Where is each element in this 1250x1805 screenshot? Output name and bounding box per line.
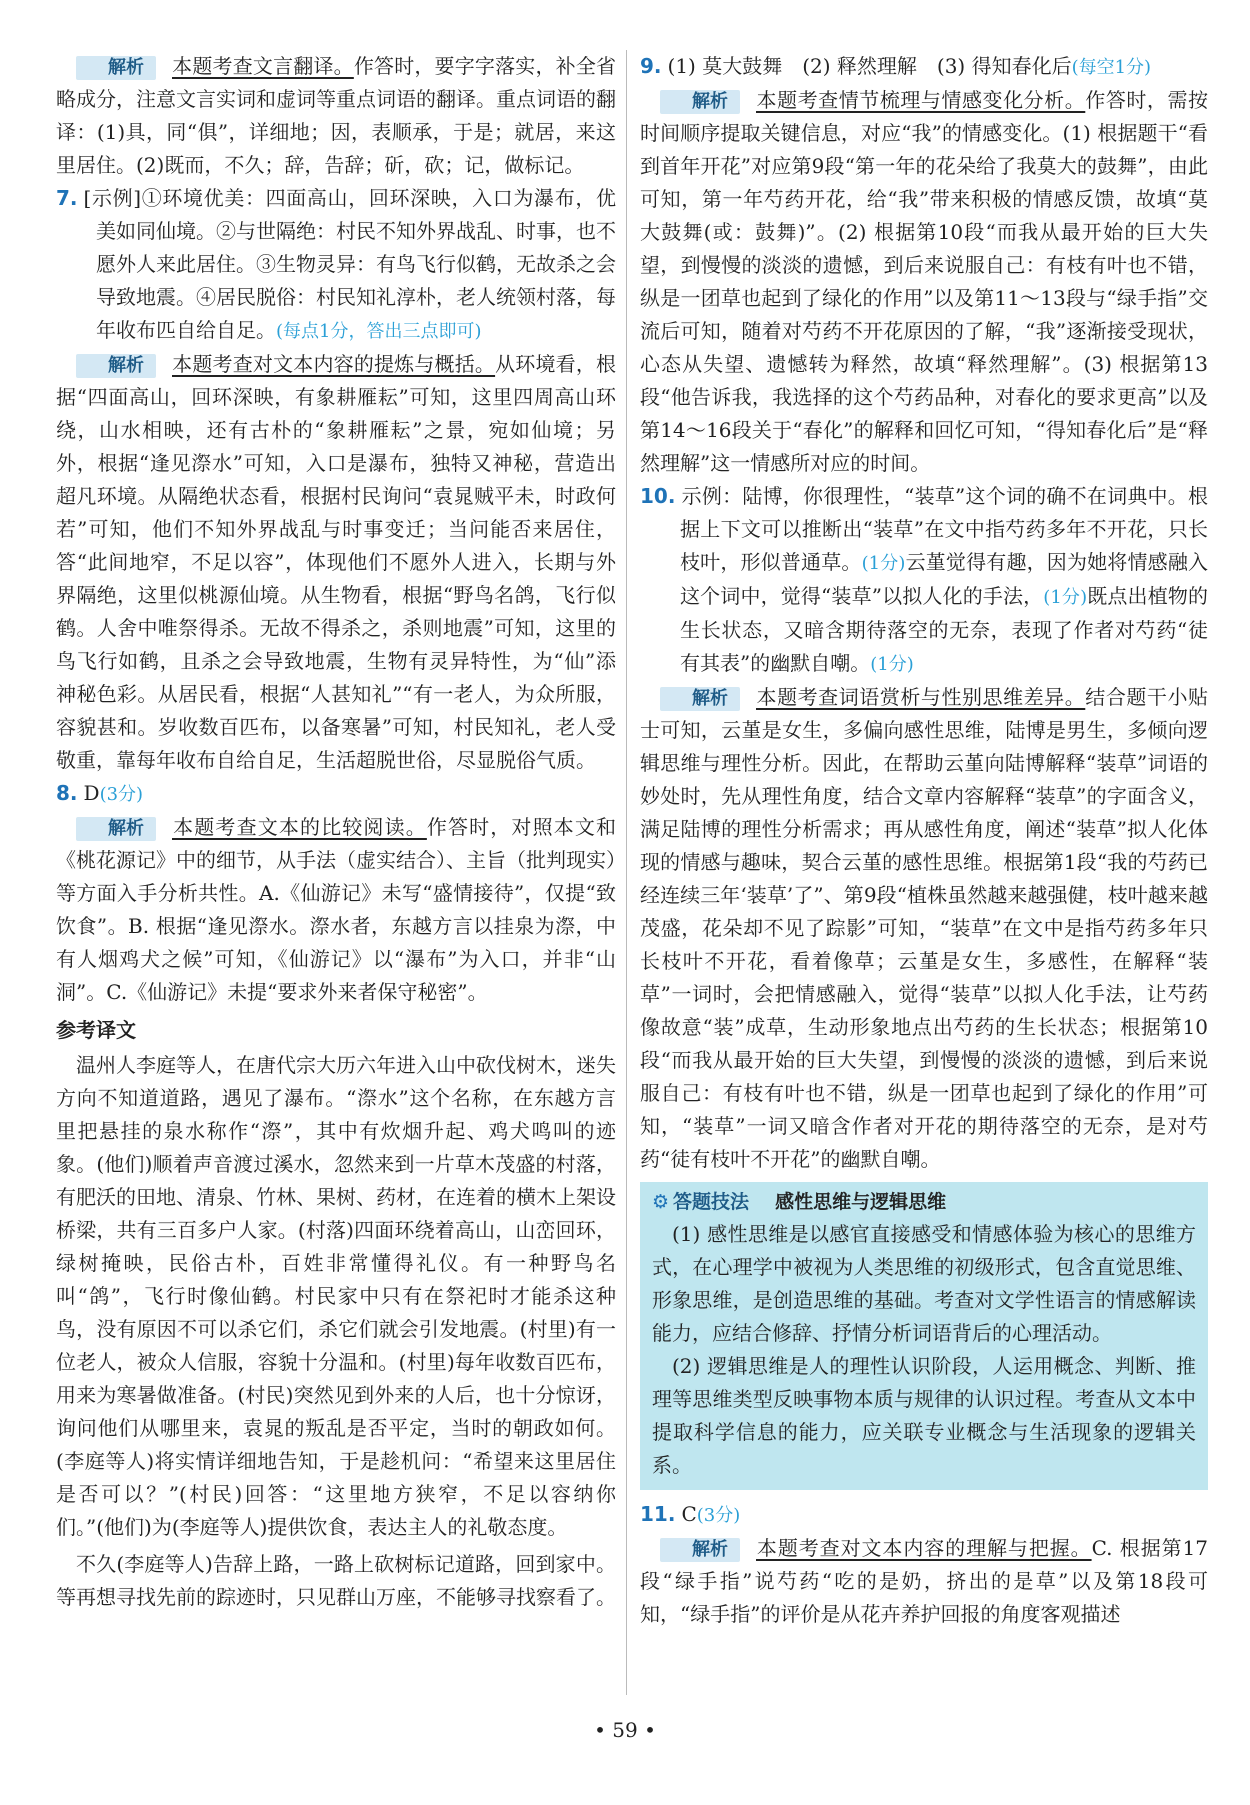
method-box bbox=[640, 1182, 1208, 1490]
question-8 bbox=[56, 777, 616, 811]
analysis-label: 解析 bbox=[660, 1538, 740, 1562]
question-number: 7. bbox=[56, 186, 78, 210]
answer-text: D bbox=[83, 781, 100, 805]
question-number: 9. bbox=[640, 54, 662, 78]
analysis-heading: 本题考查文言翻译。 bbox=[172, 54, 354, 78]
left-column bbox=[56, 50, 616, 1614]
analysis-body: C. 根据第17段“绿手指”说芍药“吃的是奶，挤出的是草”以及第18段可知，“绿手指”的评价是从花卉养护回报的角度客观描述 bbox=[640, 1536, 1208, 1626]
method-label: 答题技法 bbox=[673, 1191, 750, 1213]
analysis-label: 解析 bbox=[660, 687, 740, 711]
method-title: 感性思维与逻辑思维 bbox=[775, 1191, 947, 1213]
answer-text: (1) 莫大鼓舞 (2) 释然理解 (3) 得知春化后 bbox=[667, 54, 1072, 78]
page-number: • 59 • bbox=[594, 1718, 656, 1742]
question-11 bbox=[640, 1498, 1208, 1532]
analysis-q6 bbox=[56, 50, 616, 182]
score-note: (每点1分，答出三点即可) bbox=[276, 321, 482, 342]
analysis-q7 bbox=[56, 348, 616, 777]
analysis-heading: 本题考查词语赏析与性别思维差异。 bbox=[756, 685, 1086, 709]
question-10 bbox=[640, 480, 1208, 681]
translation-paragraph-2: 不久(李庭等人)告辞上路，一路上砍树标记道路，回到家中。等再想寻找先前的踪迹时，只见群山万座，不能够寻找察看了。 bbox=[56, 1552, 616, 1609]
analysis-body: 从环境看，根据“四面高山，回环深映，有象耕雁耘”可知，这里四周高山环绕，山水相映，还有古朴的“象耕雁耘”之景，宛如仙境；另外，根据“逢见漈水”可知，入口是瀑布，独特又神秘，营造出超凡环境。从隔绝状态看，根据村民询问“袁晁贼平未，时政何若”可知，他们不知外界战乱与时事变迁；当问能否来居住，答“此间地窄，不足以容”，体现他们不愿外人进入，长期与外界隔绝，这里似桃源仙境。从生物看，根据“野鸟名鸽，飞行似鹤。人舍中唯祭得杀。无故不得杀之，杀则地震”可知，这里的鸟飞行如鹤，且杀之会导致地震，生物有灵异特性，为“仙”添神秘色彩。从居民看，根据“人甚知礼”“有一老人，为众所服，容貌甚和。岁收数百匹布，以备寒暑”可知，村民知礼，老人受敬重，靠每年收布自给自足，生活超脱世俗，尽显脱俗气质。 bbox=[56, 352, 617, 772]
analysis-label: 解析 bbox=[76, 817, 156, 841]
question-9 bbox=[640, 50, 1208, 84]
analysis-label: 解析 bbox=[660, 90, 740, 114]
question-number: 8. bbox=[56, 781, 78, 805]
analysis-body: 作答时，需按时间顺序提取关键信息，对应“我”的情感变化。(1) 根据题干“看到首年开花”对应第9段“第一年的花朵给了我莫大的鼓舞”，由此可知，第一年芍药开花，给“我”带来积极的情感反馈，故填“莫大鼓舞(或：鼓舞)”。(2) 根据第10段“而我从最开始的巨大失望，到慢慢的淡淡的遗憾，到后来说服自己：有枝有叶也不错，纵是一团草也起到了绿化的作用”以及第11～13段与“绿手指”交流后可知，随着对芍药不开花原因的了解，“我”逐渐接受现状，心态从失望、遗憾转为释然，故填“释然理解”。(3) 根据第13段“他告诉我，我选择的这个芍药品种，对春化的要求更高”以及第14～16段关于“春化”的解释和回忆可知，“得知春化后”是“释然理解”这一情感所对应的时间。 bbox=[640, 88, 1209, 475]
answer-text-3: 既点出植物的生长状态，又暗含期待落空的无奈，表现了作者对芍药“徒有其表”的幽默自嘲。 bbox=[680, 584, 1208, 675]
analysis-heading: 本题考查文本的比较阅读。 bbox=[172, 815, 427, 839]
analysis-q11 bbox=[640, 1532, 1208, 1631]
column-divider bbox=[626, 50, 627, 1695]
gear-icon: ⚙ bbox=[652, 1191, 670, 1213]
answer-text: C bbox=[681, 1502, 697, 1526]
analysis-label: 解析 bbox=[76, 354, 156, 378]
method-title-row bbox=[652, 1186, 1196, 1218]
analysis-body: 结合题干小贴士可知，云堇是女生，多偏向感性思维，陆博是男生，多倾向逻辑思维与理性分析。因此，在帮助云堇向陆博解释“装草”词语的妙处时，先从理性角度，结合文章内容解释“装草”的字面含义，满足陆博的理性分析需求；再从感性角度，阐述“装草”拟人化体现的情感与趣味，契合云堇的感性思维。根据第1段“我的芍药已经连续三年‘装草’了”、第9段“植株虽然越来越强健，枝叶越来越茂盛，花朵却不见了踪影”可知，“装草”在文中是指芍药多年只长枝叶不开花，看着像草；云堇是女生，多感性，在解释“装草”一词时，会把情感融入，觉得“装草”以拟人化手法，让芍药像故意“装”成草，生动形象地点出芍药的生长状态；根据第10段“而我从最开始的巨大失望，到慢慢的淡淡的遗憾，到后来说服自己：有枝有叶也不错，纵是一团草也起到了绿化的作用”可知，“装草”一词又暗含作者对开花的期待落空的无奈，是对芍药“徒有枝叶不开花”的幽默自嘲。 bbox=[640, 685, 1209, 1171]
score-note: (每空1分) bbox=[1071, 57, 1152, 78]
score-note: (3分) bbox=[696, 1505, 741, 1526]
score-note-1: (1分) bbox=[861, 553, 906, 574]
score-note-3: (1分) bbox=[870, 654, 914, 675]
analysis-q9 bbox=[640, 84, 1208, 480]
analysis-heading: 本题考查对文本内容的理解与把握。 bbox=[756, 1536, 1092, 1560]
answer-text: [示例]①环境优美：四面高山，回环深映，入口为瀑布，优美如同仙境。②与世隔绝：村民不知外界战乱、时事，也不愿外人来此居住。③生物灵异：有鸟飞行似鹤，无故杀之会导致地震。④居民脱俗：村民知礼淳朴，老人统领村落，每年收布匹自给自足。 bbox=[83, 186, 616, 342]
translation-paragraph-1: 温州人李庭等人，在唐代宗大历六年进入山中砍伐树木，迷失方向不知道道路，遇见了瀑布。“漈水”这个名称，在东越方言里把悬挂的泉水称作“漈”，其中有炊烟升起、鸡犬鸣叫的迹象。(他们)顺着声音渡过溪水，忽然来到一片草木茂盛的村落，有肥沃的田地、清泉、竹林、果树、药材，在连着的横木上架设桥梁，共有三百多户人家。(村落)四面环绕着高山，山峦回环，绿树掩映，民俗古朴，百姓非常懂得礼仪。有一种野鸟名叫“鸽”，飞行时像仙鹤。村民家中只有在祭祀时才能杀这种鸟，没有原因不可以杀它们，杀它们就会引发地震。(村里)有一位老人，被众人信服，容貌十分温和。(村里)每年收数百匹布，用来为寒暑做准备。(村民)突然见到外来的人后，也十分惊讶，询问他们从哪里来，袁晁的叛乱是否平定，当时的朝政如何。(李庭等人)将实情详细地告知，于是趁机问：“希望来这里居住是否可以？”(村民)回答：“这里地方狭窄，不足以容纳你们。”(他们)为(李庭等人)提供饮食，表达主人的礼敬态度。 bbox=[56, 1053, 616, 1539]
analysis-label: 解析 bbox=[76, 56, 156, 80]
right-column bbox=[640, 50, 1208, 1631]
answer-text-1: 示例：陆博，你很理性，“装草”这个词的确不在词典中。根据上下文可以推断出“装草”在文中指芍药多年不开花，只长枝叶，形似普通草。 bbox=[680, 484, 1208, 574]
analysis-heading: 本题考查对文本内容的提炼与概括。 bbox=[172, 352, 496, 376]
analysis-body: 作答时，要字字落实，补全省略成分，注意文言实词和虚词等重点词语的翻译。重点词语的翻译：(1)具，同“俱”，详细地；因，表顺承，于是；就居，来这里居住。(2)既而，不久；辞，告辞；斫，砍；记，做标记。 bbox=[56, 54, 617, 177]
method-paragraph-1: (1) 感性思维是以感官直接感受和情感体验为核心的思维方式，在心理学中被视为人类思维的初级形式，包含直觉思维、形象思维，是创造思维的基础。考查对文学性语言的情感解读能力，应结合修辞、抒情分析词语背后的心理活动。 bbox=[652, 1222, 1196, 1345]
question-number: 11. bbox=[640, 1502, 676, 1526]
question-7 bbox=[56, 182, 616, 348]
translation-heading: 参考译文 bbox=[56, 1018, 136, 1042]
analysis-q8 bbox=[56, 811, 616, 1009]
analysis-heading: 本题考查情节梳理与情感变化分析。 bbox=[756, 88, 1086, 112]
answer-text-2: 云堇觉得有趣，因为她将情感融入这个词中，觉得“装草”以拟人化的手法， bbox=[680, 550, 1209, 608]
analysis-q10 bbox=[640, 681, 1208, 1176]
analysis-body: 作答时，对照本文和《桃花源记》中的细节，从手法（虚实结合）、主旨（批判现实）等方面入手分析共性。A.《仙游记》未写“盛情接待”，仅提“致饮食”。B. 根据“逢见漈水。漈水者，东越方言以挂泉为漈，中有人烟鸡犬之候”可知，《仙游记》以“瀑布”为入口，并非“山洞”。C.《仙游记》未提“要求外来者保守秘密”。 bbox=[56, 815, 617, 1004]
question-number: 10. bbox=[640, 484, 676, 508]
method-paragraph-2: (2) 逻辑思维是人的理性认识阶段，人运用概念、判断、推理等思维类型反映事物本质与规律的认识过程。考查从文本中提取科学信息的能力，应关联专业概念与生活现象的逻辑关系。 bbox=[652, 1354, 1196, 1477]
score-note-2: (1分) bbox=[1043, 587, 1088, 608]
score-note: (3分) bbox=[99, 784, 144, 805]
